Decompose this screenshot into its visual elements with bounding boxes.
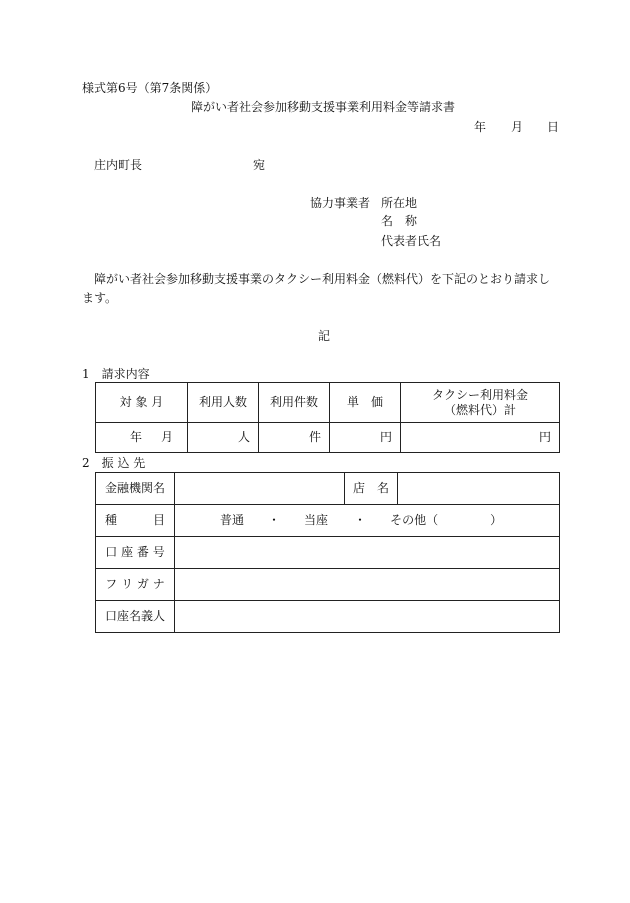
account-type-options[interactable] <box>175 505 560 537</box>
cell-target-month[interactable] <box>96 423 188 453</box>
header-unit-price: 単 価 <box>330 383 401 423</box>
unit-year: 年 <box>130 430 143 445</box>
account-number-cell[interactable] <box>175 537 560 569</box>
option-dot-2: ・ <box>354 513 367 528</box>
account-number-label: 口 座 番 号 <box>96 537 175 569</box>
billing-data-row <box>96 423 560 453</box>
body-line-1: 障がい者社会参加移動支援事業のタクシー利用料金（燃料代）を下記のとおり請求し <box>94 272 551 286</box>
branch-label: 店 名 <box>345 473 398 505</box>
applicant-role: 協力事業者 <box>310 196 371 210</box>
addressee-name: 庄内町長 <box>94 158 143 172</box>
option-other-close: ） <box>490 513 503 528</box>
billing-header-row <box>96 383 560 423</box>
header-month: 対 象 月 <box>96 383 188 423</box>
option-toza[interactable]: 当座 <box>304 513 329 528</box>
addressee-honorific: 宛 <box>253 158 266 172</box>
applicant-name-label: 名 称 <box>381 214 418 228</box>
date-year: 年 <box>474 120 487 134</box>
account-holder-label: 口座名義人 <box>96 601 175 633</box>
header-total-line2: （燃料代）計 <box>443 402 516 417</box>
body-line-2: ます。 <box>82 291 118 305</box>
unit-month: 月 <box>160 430 173 445</box>
option-other[interactable]: その他（ <box>390 513 439 528</box>
billing-table <box>95 382 560 453</box>
form-title: 障がい者社会参加移動支援事業利用料金等請求書 <box>191 100 456 114</box>
branch-name-cell[interactable] <box>398 473 560 505</box>
date-month: 月 <box>511 120 524 134</box>
ki-label: 記 <box>318 329 331 343</box>
header-cases: 利用件数 <box>259 383 330 423</box>
option-futsu[interactable]: 普通 <box>220 513 245 528</box>
bank-table <box>95 472 560 633</box>
option-dot-1: ・ <box>268 513 281 528</box>
account-holder-row <box>96 601 560 633</box>
account-number-row <box>96 537 560 569</box>
bank-name-cell[interactable] <box>175 473 345 505</box>
cell-cases[interactable]: 件 <box>259 423 330 453</box>
header-total-line1: タクシー利用料金 <box>431 388 528 403</box>
applicant-address-label: 所在地 <box>381 196 418 210</box>
cell-persons[interactable]: 人 <box>188 423 259 453</box>
furigana-cell[interactable] <box>175 569 560 601</box>
bank-row <box>96 473 560 505</box>
cell-total[interactable]: 円 <box>401 423 560 453</box>
bank-name-label: 金融機関名 <box>96 473 175 505</box>
section1-heading: 1 請求内容 <box>82 367 150 381</box>
applicant-rep-label: 代表者氏名 <box>381 234 442 248</box>
furigana-label: フ リ ガ ナ <box>96 569 175 601</box>
header-total <box>401 383 560 423</box>
account-type-row <box>96 505 560 537</box>
form-number: 様式第6号（第7条関係） <box>82 81 218 95</box>
furigana-row <box>96 569 560 601</box>
account-type-label: 種 目 <box>96 505 175 537</box>
account-holder-cell[interactable] <box>175 601 560 633</box>
section2-heading: 2 振 込 先 <box>82 456 146 470</box>
date-day: 日 <box>547 120 560 134</box>
cell-unit-price[interactable]: 円 <box>330 423 401 453</box>
header-persons: 利用人数 <box>188 383 259 423</box>
